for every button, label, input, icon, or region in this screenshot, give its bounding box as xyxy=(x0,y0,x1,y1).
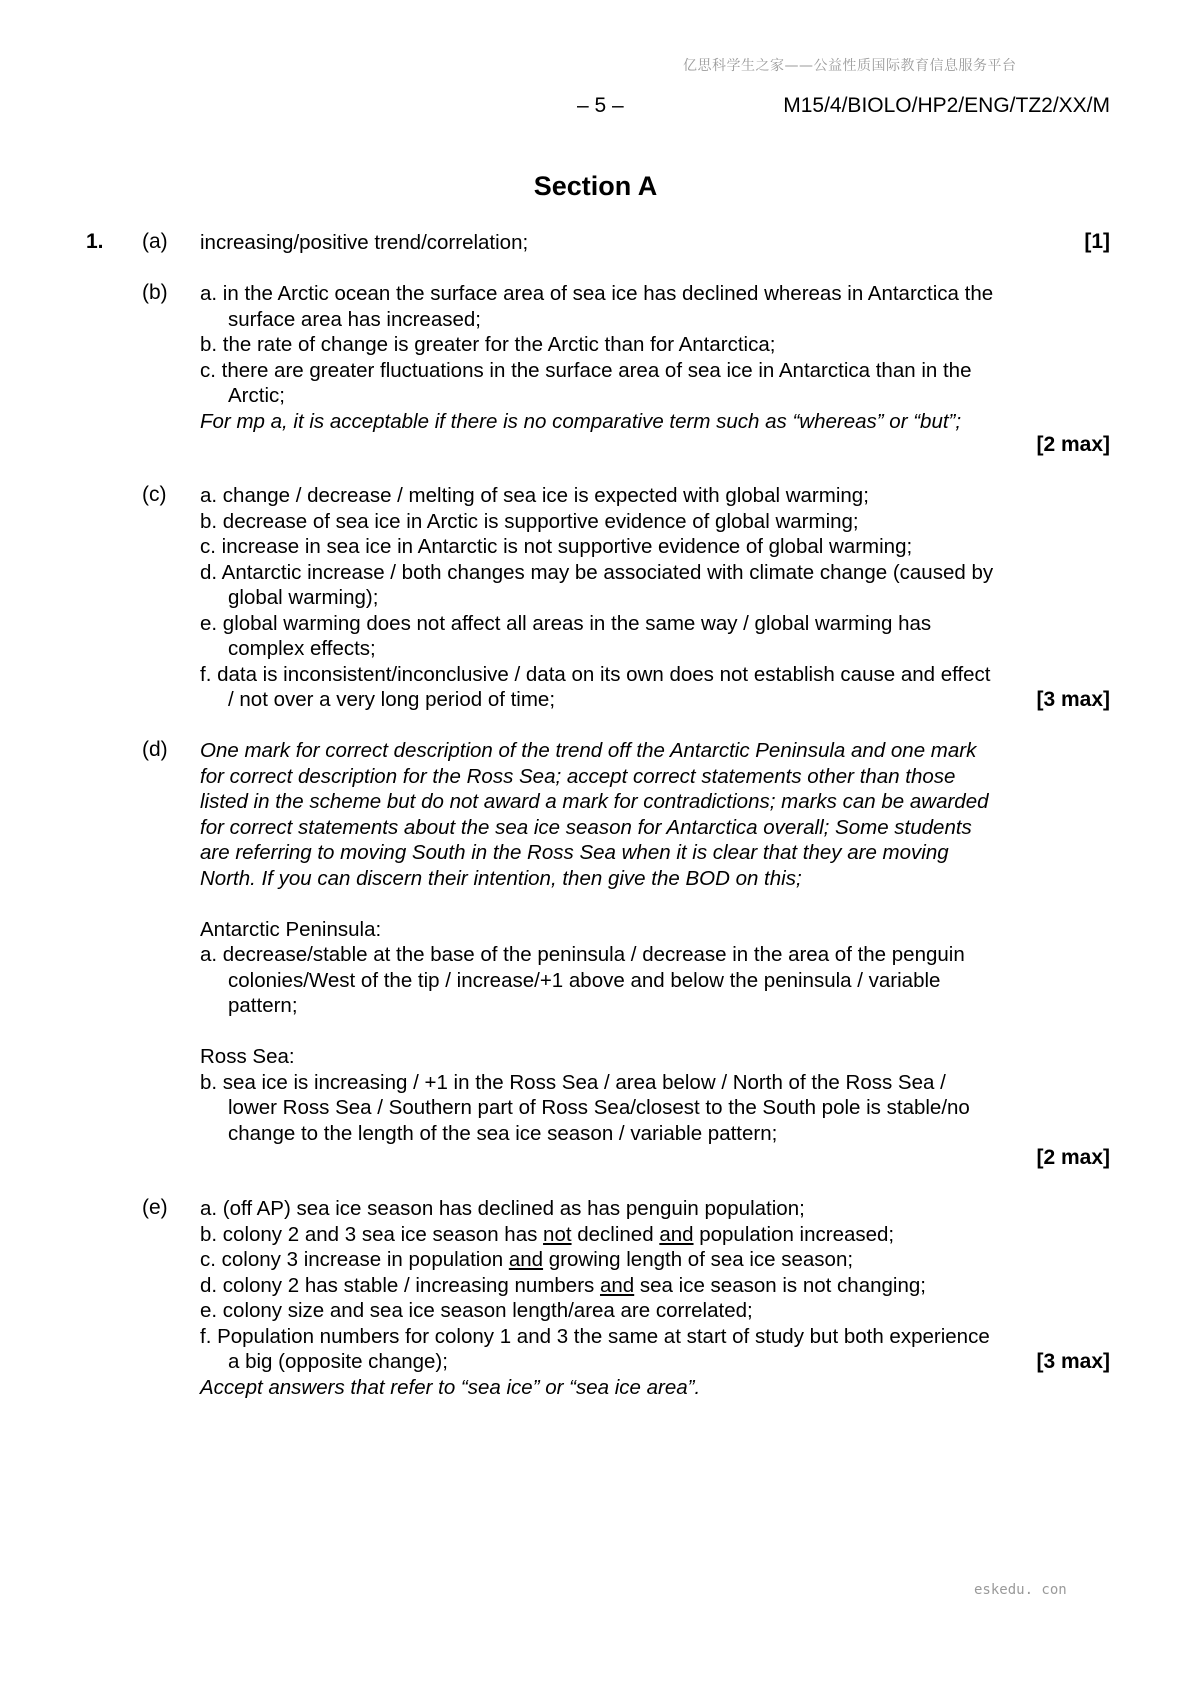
section-title: Section A xyxy=(533,171,658,201)
header-watermark: 亿思科学生之家——公益性质国际教育信息服务平台 xyxy=(683,58,1017,74)
paper-reference: M15/4/BIOLO/HP2/ENG/TZ2/XX/M xyxy=(783,94,1110,117)
examiner-note: For mp a, it is acceptable if there is no comparative term such as “whereas” or “but”; xyxy=(200,409,962,433)
list-item: d. colony 2 has stable / increasing numbers and sea ice season is not changing; xyxy=(200,1273,926,1297)
list-item: a. decrease/stable at the base of the peninsula / decrease in the area of the penguin colonies/West of the tip / increase/+1 above and below the peninsula / variable pattern; xyxy=(200,943,965,1017)
list-item: a. change / decrease / melting of sea ice is expected with global warming; xyxy=(200,484,869,507)
subheading-antarctic-peninsula: Antarctic Peninsula: xyxy=(200,917,382,941)
part-d-label: (d) xyxy=(142,738,168,761)
part-d-answers xyxy=(200,738,1000,1146)
part-c-marks: [3 max] xyxy=(1036,688,1110,711)
part-b-label: (b) xyxy=(142,281,168,304)
list-item: e. colony size and sea ice season length/area are correlated; xyxy=(200,1299,753,1322)
part-c-label: (c) xyxy=(142,483,167,506)
list-item: c. colony 3 increase in population and growing length of sea ice season; xyxy=(200,1248,854,1271)
list-item: a. in the Arctic ocean the surface area of sea ice has declined whereas in Antarctica the surface area has increased; xyxy=(200,282,994,331)
list-item: e. global warming does not affect all areas in the same way / global warming has complex effects; xyxy=(200,611,932,660)
list-item: d. Antarctic increase / both changes may be associated with climate change (caused by global warming); xyxy=(200,560,994,609)
list-item: f. data is inconsistent/inconclusive / data on its own does not establish cause and effect / not over a very long period of time; xyxy=(200,662,991,711)
examiner-note: Accept answers that refer to “sea ice” or “sea ice area”. xyxy=(200,1375,701,1399)
subheading-ross-sea: Ross Sea: xyxy=(200,1045,295,1068)
list-item: b. the rate of change is greater for the Arctic than for Antarctica; xyxy=(200,333,776,356)
part-a-answer: increasing/positive trend/correlation; xyxy=(200,231,529,254)
part-e-label: (e) xyxy=(142,1196,168,1219)
list-item: c. increase in sea ice in Antarctic is not supportive evidence of global warming; xyxy=(200,535,913,558)
list-item: f. Population numbers for colony 1 and 3 the same at start of study but both experience a big (opposite change); xyxy=(200,1324,990,1373)
list-item: a. (off AP) sea ice season has declined as has penguin population; xyxy=(200,1197,805,1220)
part-b-marks: [2 max] xyxy=(1036,433,1110,456)
list-item: c. there are greater fluctuations in the surface area of sea ice in Antarctica than in the Arctic; xyxy=(200,358,972,407)
part-b-answers xyxy=(200,281,1000,434)
part-a-label: (a) xyxy=(142,230,168,253)
question-number: 1. xyxy=(86,230,104,253)
list-item: b. sea ice is increasing / +1 in the Ross Sea / area below / North of the Ross Sea / lower Ross Sea / Southern part of Ross Sea/closest to the South pole is stable/no change to the length of the sea ice season / variable pattern; xyxy=(200,1070,970,1145)
part-a-marks: [1] xyxy=(1084,230,1110,253)
footer-watermark: eskedu. con xyxy=(974,1582,1067,1598)
examiner-note: One mark for correct description of the trend off the Antarctic Peninsula and one mark for correct description for the Ross Sea; accept correct statements other than those listed in the scheme but do not award a mark for contradictions; marks can be awarded for correct statements about the sea ice season for Antarctica overall; Some students are referring to moving South in the Ross Sea when it is clear that they are moving North. If you can discern their intention, then give the BOD on this; xyxy=(200,739,989,890)
list-item: b. colony 2 and 3 sea ice season has not declined and population increased; xyxy=(200,1222,895,1246)
list-item: b. decrease of sea ice in Arctic is supportive evidence of global warming; xyxy=(200,509,859,533)
part-c-answers xyxy=(200,483,1000,713)
part-e-marks: [3 max] xyxy=(1036,1350,1110,1373)
part-d-marks: [2 max] xyxy=(1036,1146,1110,1169)
part-e-answers xyxy=(200,1196,1000,1400)
page-number: – 5 – xyxy=(577,94,624,117)
